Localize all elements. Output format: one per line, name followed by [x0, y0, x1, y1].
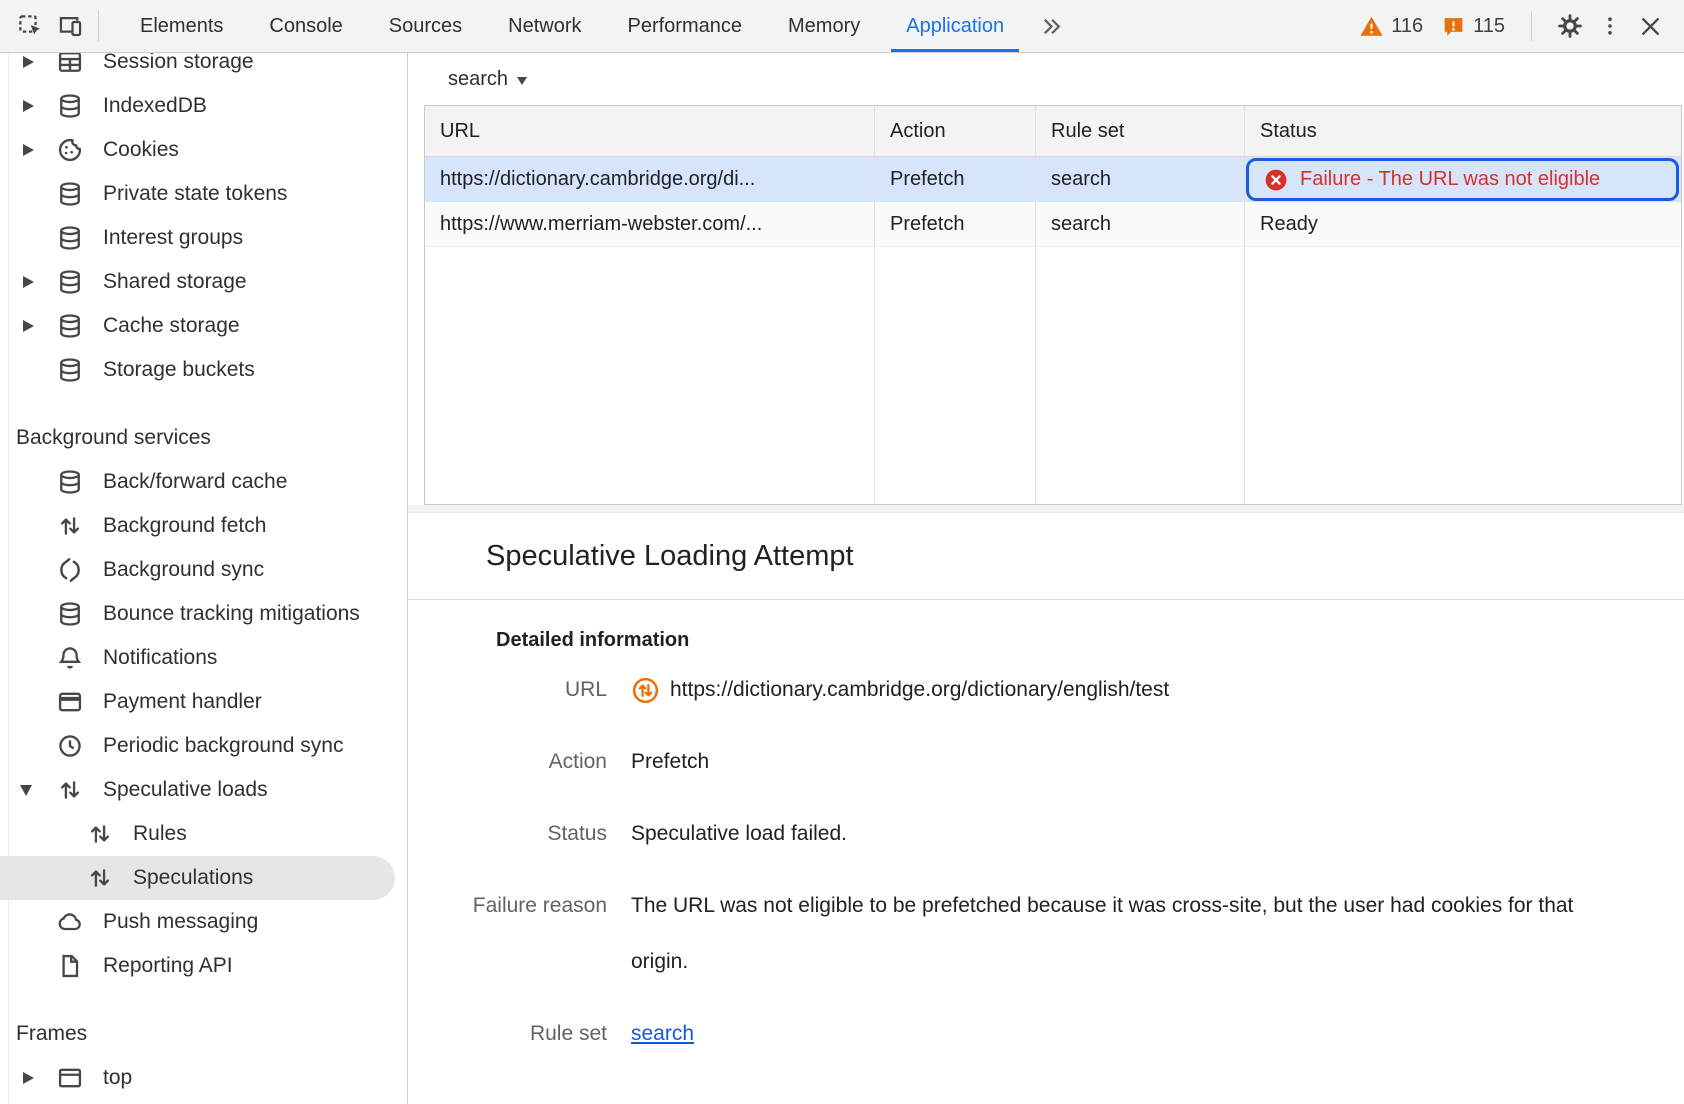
chevron-down-icon: [517, 77, 527, 85]
sidebar-item-label: Cache storage: [103, 314, 240, 337]
sidebar-item-label: Interest groups: [103, 226, 244, 249]
detail-row-status: [424, 806, 1684, 862]
sidebar-item-bounce-tracking-mitigations[interactable]: [0, 592, 395, 636]
sidebar-item-back-forward-cache[interactable]: [0, 460, 395, 504]
table-cell-url[interactable]: https://dictionary.cambridge.org/di...: [425, 157, 875, 202]
sidebar-item-label: Speculations: [133, 866, 254, 889]
sidebar-item-label: Notifications: [103, 646, 218, 669]
sidebar-item-label: Background sync: [103, 558, 265, 581]
sidebar-item-periodic-background-sync[interactable]: [0, 724, 395, 768]
close-icon: [1638, 14, 1663, 39]
sidebar-item-label: IndexedDB: [103, 94, 207, 117]
sidebar-item-label: Private state tokens: [103, 182, 288, 205]
sync-icon: [56, 556, 84, 584]
sidebar-item-label: Cookies: [103, 138, 179, 161]
sidebar-item-label: top: [103, 1066, 133, 1089]
detail-label-action: Action: [548, 750, 607, 773]
table-cell-action[interactable]: Prefetch: [875, 157, 1036, 202]
sidebar-item-payment-handler[interactable]: [0, 680, 395, 724]
detail-value-status: Speculative load failed.: [631, 822, 847, 845]
cloud-icon: [56, 908, 84, 936]
sidebar-item-cookies[interactable]: [0, 128, 395, 172]
column-header-url[interactable]: URL: [425, 106, 875, 157]
table-cell-rule-set[interactable]: search: [1036, 202, 1245, 247]
table-cell-rule-set[interactable]: search: [1036, 157, 1245, 202]
table-filler: [425, 247, 875, 504]
sidebar-item-push-messaging[interactable]: [0, 900, 395, 944]
database-icon: [56, 468, 84, 496]
detail-row-action: [424, 734, 1684, 790]
sidebar-item-speculative-loads[interactable]: [0, 768, 395, 812]
sidebar-item-label: Payment handler: [103, 690, 262, 713]
attempt-details: [408, 600, 1684, 1078]
table-cell-url[interactable]: https://www.merriam-webster.com/...: [425, 202, 875, 247]
table-filler: [875, 247, 1036, 504]
sidebar-item-shared-storage[interactable]: [0, 260, 395, 304]
tab-console[interactable]: Console: [269, 14, 343, 37]
column-header-status[interactable]: Status: [1245, 106, 1681, 157]
detail-row-rule-set: [424, 1006, 1684, 1062]
tab-application[interactable]: Application: [883, 0, 1027, 52]
section-header-background-services: Background services: [16, 426, 211, 449]
inspect-element-button[interactable]: [10, 6, 50, 46]
table-filler: [1245, 247, 1681, 504]
sidebar-item-label: Back/forward cache: [103, 470, 288, 493]
database-icon: [56, 180, 84, 208]
issues-counter[interactable]: [1441, 14, 1505, 39]
payment-card-icon: [56, 688, 84, 716]
tab-elements[interactable]: Elements: [140, 14, 224, 37]
sidebar-item-label: Rules: [133, 822, 187, 845]
ruleset-filter-value: search: [448, 67, 509, 90]
table-cell-status-failure[interactable]: [1245, 157, 1681, 202]
toolbar-divider: [98, 11, 99, 41]
ruleset-filter-dropdown[interactable]: [448, 68, 527, 91]
expander-collapsed[interactable]: [20, 320, 56, 332]
tab-sources[interactable]: Sources: [388, 14, 463, 37]
sidebar-item-storage-buckets[interactable]: [0, 348, 395, 392]
sidebar-item-speculations[interactable]: [0, 856, 395, 900]
sidebar-item-label: Speculative loads: [103, 778, 268, 801]
expander-collapsed[interactable]: [20, 276, 56, 288]
detail-label-url: URL: [564, 678, 607, 701]
rule-set-link[interactable]: search: [631, 1022, 695, 1045]
settings-button[interactable]: [1550, 6, 1590, 46]
sidebar-item-reporting-api[interactable]: [0, 944, 395, 988]
detail-value-url: https://dictionary.cambridge.org/dictionary/english/test: [670, 678, 1170, 701]
panel-splitter[interactable]: [408, 505, 1684, 513]
cookie-icon: [56, 136, 84, 164]
warning-triangle-icon: [1359, 14, 1384, 39]
application-sidebar: [0, 53, 408, 1104]
sidebar-item-label: Session storage: [103, 53, 254, 73]
inspect-cursor-icon: [17, 13, 44, 40]
detail-label-failure-reason: Failure reason: [472, 894, 607, 917]
detail-value-action: Prefetch: [631, 750, 710, 773]
expander-expanded[interactable]: [20, 785, 56, 796]
sidebar-item-label: Storage buckets: [103, 358, 255, 381]
clock-icon: [56, 732, 84, 760]
detail-row-failure-reason: [424, 878, 1684, 990]
ruleset-filter-bar: [408, 53, 1684, 105]
sidebar-item-rules[interactable]: [0, 812, 395, 856]
sidebar-item-label: Reporting API: [103, 954, 233, 977]
kebab-menu-icon: [1598, 14, 1622, 38]
sidebar-item-label: Periodic background sync: [103, 734, 344, 757]
sidebar-item-interest-groups[interactable]: [0, 216, 395, 260]
database-icon: [56, 224, 84, 252]
expander-collapsed[interactable]: [20, 1072, 56, 1084]
sidebar-item-label: Background fetch: [103, 514, 267, 537]
bell-icon: [56, 644, 84, 672]
sidebar-item-label: Bounce tracking mitigations: [103, 602, 360, 625]
detail-value-failure-reason: The URL was not eligible to be prefetched because it was cross-site, but the user had cookies for that origin.: [631, 894, 1574, 973]
devtools-toolbar: [0, 0, 1684, 53]
table-filler: [1036, 247, 1245, 504]
gear-icon: [1557, 13, 1583, 39]
database-icon: [56, 268, 84, 296]
panel-tabs: [117, 0, 1027, 52]
expander-collapsed[interactable]: [20, 100, 56, 112]
database-icon: [56, 92, 84, 120]
attempt-title: Speculative Loading Attempt: [486, 539, 854, 572]
expander-collapsed[interactable]: [20, 56, 56, 68]
frame-icon: [56, 1064, 84, 1092]
sidebar-item-session-storage[interactable]: [0, 53, 395, 84]
up-down-arrows-icon: [86, 864, 114, 892]
status-failure-text: Failure - The URL was not eligible: [1300, 168, 1601, 190]
storage-tree: [0, 53, 407, 1100]
document-icon: [56, 952, 84, 980]
customize-devtools-button[interactable]: [1590, 6, 1630, 46]
more-tabs-button[interactable]: [1031, 6, 1071, 46]
table-cell-action[interactable]: Prefetch: [875, 202, 1036, 247]
detail-label-status: Status: [547, 822, 607, 845]
detail-row-url: [424, 662, 1684, 718]
chevron-double-right-icon: [1039, 14, 1064, 39]
up-down-arrows-icon: [56, 776, 84, 804]
database-icon: [56, 356, 84, 384]
speculative-load-url-icon: [631, 676, 660, 705]
device-toolbar-icon: [57, 13, 84, 40]
table-icon: [56, 53, 84, 76]
failure-circle-x-icon: [1263, 167, 1289, 193]
device-toolbar-button[interactable]: [50, 6, 90, 46]
detailed-information-heading: Detailed information: [496, 629, 690, 651]
table-cell-status-ready[interactable]: Ready: [1245, 202, 1681, 247]
tab-performance[interactable]: Performance: [627, 14, 742, 37]
sidebar-item-top-frame[interactable]: [0, 1056, 395, 1100]
speculations-panel: [408, 53, 1684, 1104]
sidebar-item-label: Push messaging: [103, 910, 259, 933]
speculations-table: [424, 105, 1682, 505]
sidebar-item-background-fetch[interactable]: [0, 504, 395, 548]
attempt-title-row: [408, 513, 1684, 600]
sidebar-item-indexeddb[interactable]: [0, 84, 395, 128]
warning-count: 116: [1391, 14, 1424, 37]
sidebar-item-cache-storage[interactable]: [0, 304, 395, 348]
warnings-counter[interactable]: [1359, 14, 1423, 39]
database-icon: [56, 312, 84, 340]
tab-memory[interactable]: Memory: [788, 14, 861, 37]
issue-bubble-icon: [1441, 14, 1466, 39]
sidebar-item-background-sync[interactable]: [0, 548, 395, 592]
database-icon: [56, 600, 84, 628]
detail-label-rule-set: Rule set: [529, 1022, 607, 1045]
sidebar-item-label: Shared storage: [103, 270, 247, 293]
up-down-arrows-icon: [86, 820, 114, 848]
expander-collapsed[interactable]: [20, 144, 56, 156]
tab-network[interactable]: Network: [508, 14, 582, 37]
sidebar-item-private-state-tokens[interactable]: [0, 172, 395, 216]
column-header-rule-set[interactable]: Rule set: [1036, 106, 1245, 157]
close-devtools-button[interactable]: [1630, 6, 1670, 46]
sidebar-item-notifications[interactable]: [0, 636, 395, 680]
toolbar-divider: [1531, 11, 1532, 41]
up-down-arrows-icon: [56, 512, 84, 540]
issue-count: 115: [1473, 14, 1505, 37]
column-header-action[interactable]: Action: [875, 106, 1036, 157]
section-header-frames: Frames: [16, 1022, 88, 1045]
